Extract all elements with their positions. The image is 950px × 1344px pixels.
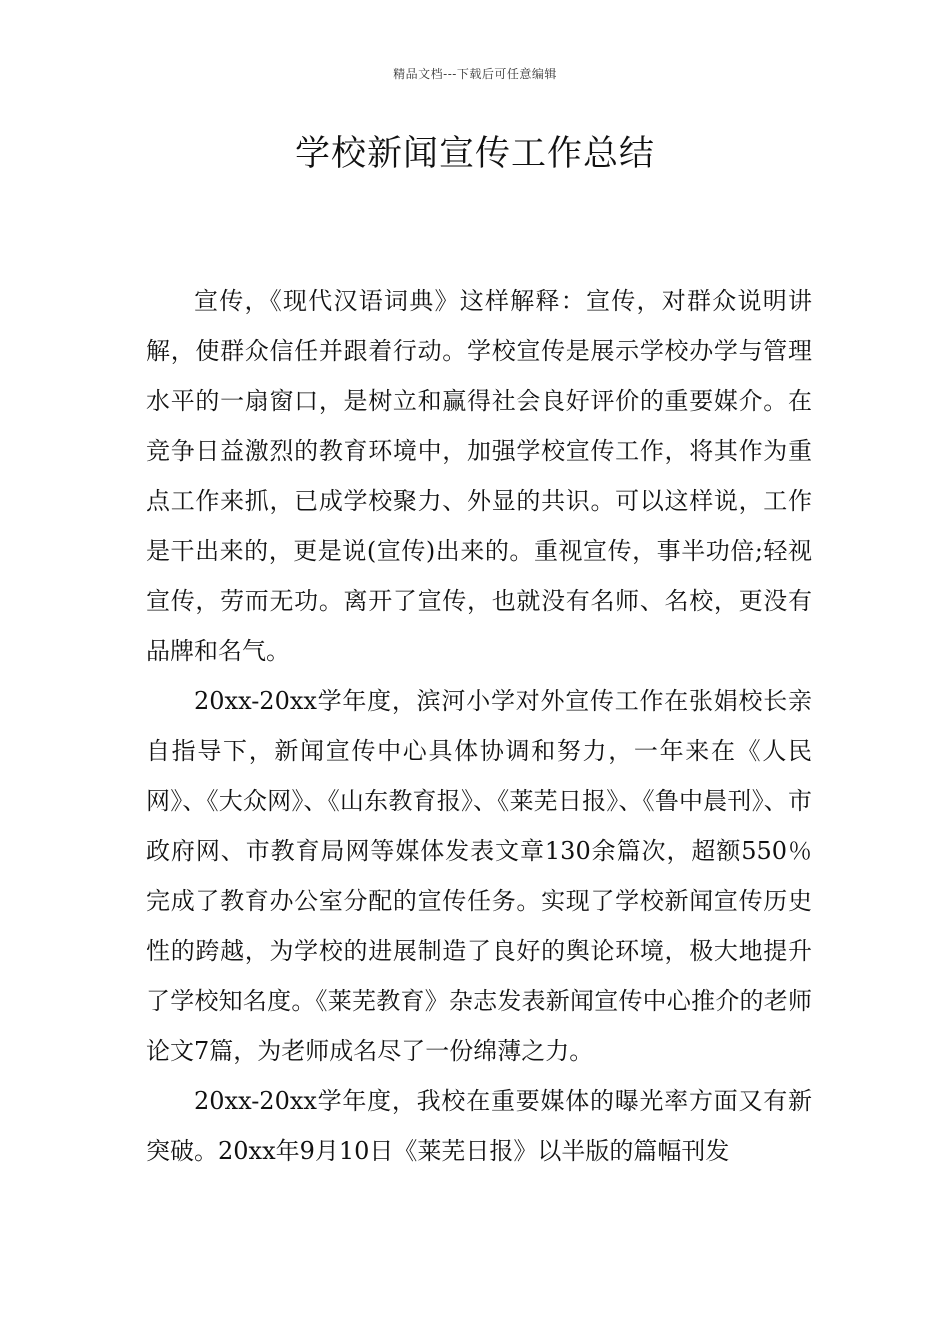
paragraph-3: 20xx-20xx学年度，我校在重要媒体的曝光率方面又有新突破。20xx年9月10日《莱芜日报》以半版的篇幅刊发: [146, 1087, 812, 1165]
document-title: 学校新闻宣传工作总结: [294, 134, 655, 174]
paragraph-1: 宣传，《现代汉语词典》这样解释：宣传，对群众说明讲解，使群众信任并跟着行动。学校宣传是展示学校办学与管理水平的一扇窗口，是树立和赢得社会良好评价的重要媒介。在竞争日益激烈的教育环境中，加强学校宣传工作，将其作为重点工作来抓，已成学校聚力、外显的共识。可以这样说，工作是干出来的，更是说(宣传)出来的。重视宣传，事半功倍;轻视宣传，劳而无功。离开了宣传，也就没有名师、名校，更没有品牌和名气。: [146, 287, 812, 665]
header-note: 精品文档---下载后可任意编辑: [393, 67, 557, 81]
paragraph-2: 20xx-20xx学年度，滨河小学对外宣传工作在张娟校长亲自指导下，新闻宣传中心具体协调和努力，一年来在《人民网》、《大众网》、《山东教育报》、《莱芜日报》、《鲁中晨刊》、市政府网、市教育局网等媒体发表文章130余篇次，超额550％完成了教育办公室分配的宣传任务。实现了学校新闻宣传历史性的跨越，为学校的进展制造了良好的舆论环境，极大地提升了学校知名度。《莱芜教育》杂志发表新闻宣传中心推介的老师论文7篇，为老师成名尽了一份绵薄之力。: [146, 687, 812, 1065]
document-body: [146, 276, 812, 1176]
